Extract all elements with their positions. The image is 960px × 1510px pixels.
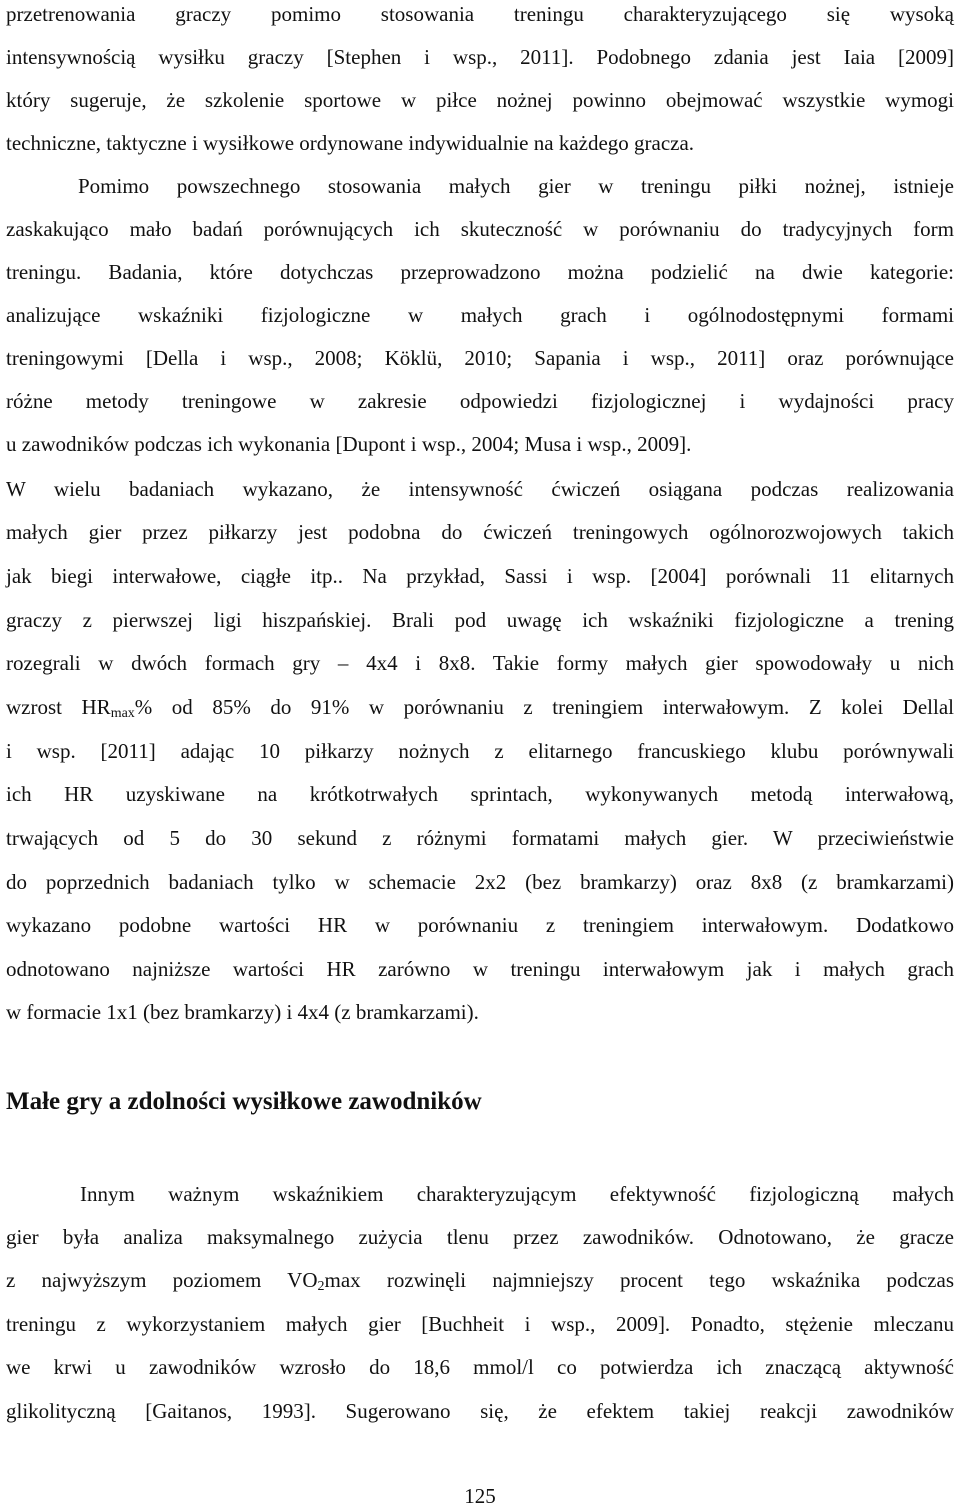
paragraph-line: graczy z pierwszej ligi hiszpańskiej. Brali pod uwagę ich wskaźniki fizjologiczne a trening xyxy=(6,608,954,632)
paragraph-line: do poprzednich badaniach tylko w schemacie 2x2 (bez bramkarzy) oraz 8x8 (z bramkarzami) xyxy=(6,870,954,894)
paragraph-line: w formacie 1x1 (bez bramkarzy) i 4x4 (z bramkarzami). xyxy=(6,1000,479,1024)
paragraph-line: analizujące wskaźniki fizjologiczne w małych grach i ogólnodostępnymi formami xyxy=(6,303,954,327)
paragraph-line: rozegrali w dwóch formach gry – 4x4 i 8x8. Takie formy małych gier spowodowały u nich xyxy=(6,651,954,675)
paragraph-line: treningu z wykorzystaniem małych gier [Buchheit i wsp., 2009]. Ponadto, stężenie mleczanu xyxy=(6,1312,954,1336)
hr-subscript: max xyxy=(110,706,135,721)
paragraph-line: jak biegi interwałowe, ciągłe itp.. Na przykład, Sassi i wsp. [2004] porównali 11 elitarnych xyxy=(6,564,954,588)
paragraph-line: u zawodników podczas ich wykonania [Dupont i wsp., 2004; Musa i wsp., 2009]. xyxy=(6,432,692,456)
paragraph-line-vo2 xyxy=(6,1265,954,1295)
section-heading: Małe gry a zdolności wysiłkowe zawodników xyxy=(6,1088,482,1115)
paragraph-line: odnotowano najniższe wartości HR zarówno w treningu interwałowym jak i małych grach xyxy=(6,957,954,981)
paragraph-line: treningowymi [Della i wsp., 2008; Köklü, 2010; Sapania i wsp., 2011] oraz porównujące xyxy=(6,346,954,370)
paragraph-line: intensywnością wysiłku graczy [Stephen i wsp., 2011]. Podobnego zdania jest Iaia [2009] xyxy=(6,45,954,69)
paragraph-line: Pomimo powszechnego stosowania małych gier w treningu piłki nożnej, istnieje xyxy=(78,174,954,198)
paragraph-line: gier była analiza maksymalnego zużycia tlenu przez zawodników. Odnotowano, że gracze xyxy=(6,1225,954,1249)
hr-text-after: % od 85% do 91% w porównaniu z treningiem interwałowym. Z kolei Dellal xyxy=(134,695,954,719)
vo2-text-after: max rozwinęli najmniejszy procent tego wskaźnika podczas xyxy=(324,1268,954,1292)
paragraph-line: glikolityczną [Gaitanos, 1993]. Sugerowano się, że efektem takiej reakcji zawodników xyxy=(6,1399,954,1423)
paragraph-line: ich HR uzyskiwane na krótkotrwałych sprintach, wykonywanych metodą interwałową, xyxy=(6,782,954,806)
paragraph-line: który sugeruje, że szkolenie sportowe w piłce nożnej powinno obejmować wszystkie wymogi xyxy=(6,88,954,112)
paragraph-line: techniczne, taktyczne i wysiłkowe ordynowane indywidualnie na każdego gracza. xyxy=(6,131,695,155)
paragraph-line: trwających od 5 do 30 sekund z różnymi formatami małych gier. W przeciwieństwie xyxy=(6,826,954,850)
vo2-subscript: 2 xyxy=(317,1279,325,1294)
page-number: 125 xyxy=(464,1484,496,1508)
paragraph-line: we krwi u zawodników wzrosło do 18,6 mmol/l co potwierdza ich znaczącą aktywność xyxy=(6,1355,954,1379)
paragraph-line: W wielu badaniach wykazano, że intensywność ćwiczeń osiągana podczas realizowania xyxy=(6,477,954,501)
hr-text-before: wzrost HR xyxy=(6,695,111,719)
paragraph-line: wykazano podobne wartości HR w porównaniu z treningiem interwałowym. Dodatkowo xyxy=(6,913,954,937)
paragraph-line: przetrenowania graczy pomimo stosowania treningu charakteryzującego się wysoką xyxy=(6,2,954,26)
paragraph-line: Innym ważnym wskaźnikiem charakteryzującym efektywność fizjologiczną małych xyxy=(80,1182,954,1206)
vo2-text-before: z najwyższym poziomem VO xyxy=(6,1268,318,1292)
paragraph-line: małych gier przez piłkarzy jest podobna do ćwiczeń treningowych ogólnorozwojowych takich xyxy=(6,520,954,544)
paragraph-line: zaskakująco mało badań porównujących ich skuteczność w porównaniu do tradycyjnych form xyxy=(6,217,954,241)
paragraph-line: i wsp. [2011] adając 10 piłkarzy nożnych z elitarnego francuskiego klubu porównywali xyxy=(6,739,954,763)
paragraph-line: różne metody treningowe w zakresie odpowiedzi fizjologicznej i wydajności pracy xyxy=(6,389,954,413)
paragraph-line: treningu. Badania, które dotychczas przeprowadzono można podzielić na dwie kategorie: xyxy=(6,260,954,284)
paragraph-line-hr xyxy=(6,692,954,722)
